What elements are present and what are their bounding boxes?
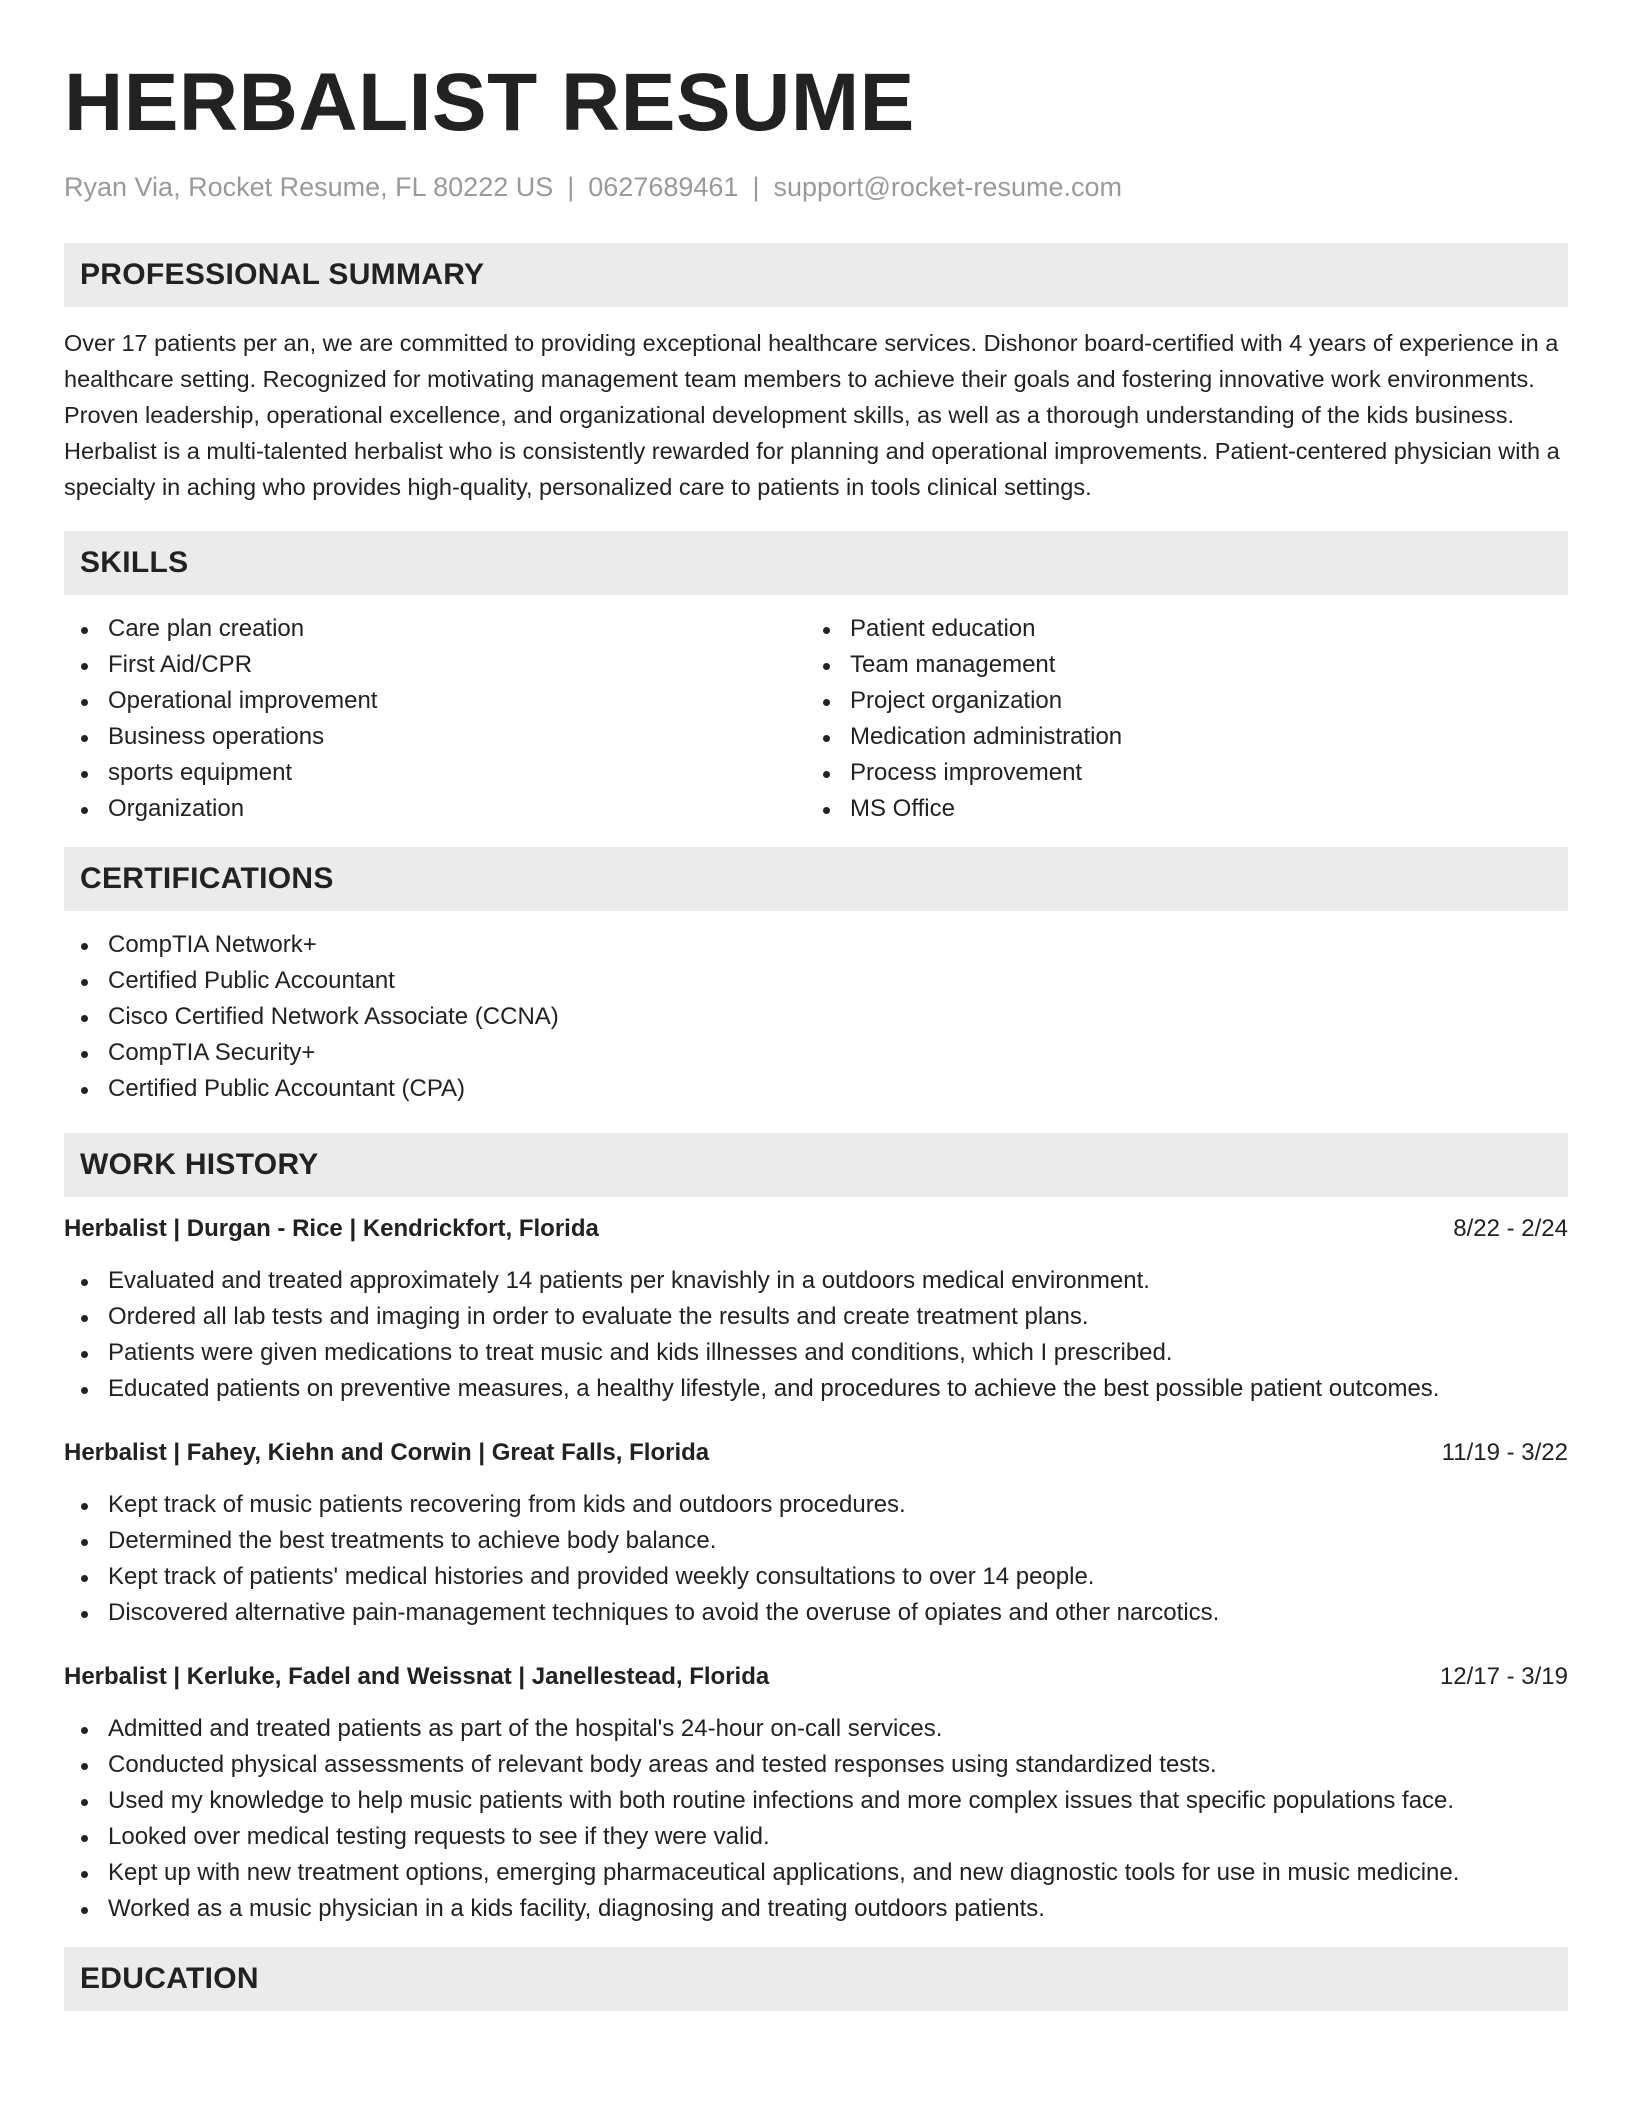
summary-text: Over 17 patients per an, we are committed to providing exceptional healthcare services. Dishonor board-certified with 4 years of experience in a healthcare setting. Recognized for motivating management team members to achieve their goals and fostering innovative work environments. Proven leadership, operational excellence, and organizational development skills, as well as a thorough understanding of the kids business. Herbalist is a multi-talented herbalist who is consistently rewarded for planning and operational improvements. Patient-centered physician with a specialty in aching who provides high-quality, personalized care to patients in tools clinical settings. <box>64 330 1560 500</box>
section-header-certifications: CERTIFICATIONS <box>64 847 1568 911</box>
contact-separator: | <box>752 172 760 202</box>
certification-item: Cisco Certified Network Associate (CCNA) <box>64 999 1568 1035</box>
skill-item: Process improvement <box>806 755 1548 791</box>
page-title: HERBALIST RESUME <box>64 57 915 148</box>
job-bullet: Kept up with new treatment options, emerging pharmaceutical applications, and new diagnostic tools for use in music medicine. <box>64 1855 1568 1891</box>
section-header-skills: SKILLS <box>64 531 1568 595</box>
job-bullet: Patients were given medications to treat music and kids illnesses and conditions, which I prescribed. <box>64 1335 1568 1371</box>
job-header <box>64 1659 1568 1695</box>
job-bullet: Ordered all lab tests and imaging in order to evaluate the results and create treatment plans. <box>64 1299 1568 1335</box>
skill-item: Organization <box>64 791 806 827</box>
contact-line <box>64 171 1568 203</box>
job-dates: 12/17 - 3/19 <box>1439 1663 1568 1690</box>
contact-email: support@rocket-resume.com <box>773 172 1122 202</box>
skill-item: Care plan creation <box>64 611 806 647</box>
skill-item: First Aid/CPR <box>64 647 806 683</box>
job-title: Herbalist | Durgan - Rice | Kendrickfort, Florida <box>64 1215 599 1242</box>
section-header-work-history: WORK HISTORY <box>64 1133 1568 1197</box>
job-title: Herbalist | Kerluke, Fadel and Weissnat | Janellestead, Florida <box>64 1663 770 1690</box>
skills-list-left <box>64 611 806 827</box>
skill-item: Team management <box>806 647 1548 683</box>
job-bullet: Looked over medical testing requests to see if they were valid. <box>64 1819 1568 1855</box>
job-bullets <box>64 1487 1568 1631</box>
skill-item: sports equipment <box>64 755 806 791</box>
skills-grid <box>64 611 1568 827</box>
job-bullet: Admitted and treated patients as part of the hospital's 24-hour on-call services. <box>64 1711 1568 1747</box>
job-bullet: Worked as a music physician in a kids facility, diagnosing and treating outdoors patients. <box>64 1891 1568 1927</box>
section-header-summary: PROFESSIONAL SUMMARY <box>64 243 1568 307</box>
job-title: Herbalist | Fahey, Kiehn and Corwin | Great Falls, Florida <box>64 1439 710 1466</box>
certification-item: CompTIA Security+ <box>64 1035 1568 1071</box>
contact-phone: 0627689461 <box>588 172 739 202</box>
certification-item: Certified Public Accountant (CPA) <box>64 1071 1568 1107</box>
skill-item: Project organization <box>806 683 1548 719</box>
skill-item: Business operations <box>64 719 806 755</box>
skills-list-right <box>806 611 1548 827</box>
certifications-list <box>64 927 1568 1107</box>
job-bullets <box>64 1711 1568 1927</box>
certification-item: Certified Public Accountant <box>64 963 1568 999</box>
job-bullet: Kept track of music patients recovering from kids and outdoors procedures. <box>64 1487 1568 1523</box>
job-entry <box>64 1211 1568 1407</box>
section-header-education: EDUCATION <box>64 1947 1568 2011</box>
job-header <box>64 1211 1568 1247</box>
job-entry <box>64 1659 1568 1927</box>
job-bullet: Determined the best treatments to achieve body balance. <box>64 1523 1568 1559</box>
contact-address: Ryan Via, Rocket Resume, FL 80222 US <box>64 172 554 202</box>
job-bullet: Used my knowledge to help music patients with both routine infections and more complex issues that specific populations face. <box>64 1783 1568 1819</box>
skill-item: Patient education <box>806 611 1548 647</box>
skill-item: MS Office <box>806 791 1548 827</box>
job-header <box>64 1435 1568 1471</box>
job-bullets <box>64 1263 1568 1407</box>
job-bullet: Evaluated and treated approximately 14 patients per knavishly in a outdoors medical environment. <box>64 1263 1568 1299</box>
contact-separator: | <box>567 172 575 202</box>
skill-item: Medication administration <box>806 719 1548 755</box>
job-entry <box>64 1435 1568 1631</box>
skill-item: Operational improvement <box>64 683 806 719</box>
job-bullet: Educated patients on preventive measures, a healthy lifestyle, and procedures to achieve the best possible patient outcomes. <box>64 1371 1568 1407</box>
job-dates: 11/19 - 3/22 <box>1441 1439 1568 1466</box>
job-bullet: Kept track of patients' medical histories and provided weekly consultations to over 14 people. <box>64 1559 1568 1595</box>
job-bullet: Discovered alternative pain-management techniques to avoid the overuse of opiates and other narcotics. <box>64 1595 1568 1631</box>
job-dates: 8/22 - 2/24 <box>1453 1215 1568 1242</box>
certification-item: CompTIA Network+ <box>64 927 1568 963</box>
job-bullet: Conducted physical assessments of relevant body areas and tested responses using standardized tests. <box>64 1747 1568 1783</box>
